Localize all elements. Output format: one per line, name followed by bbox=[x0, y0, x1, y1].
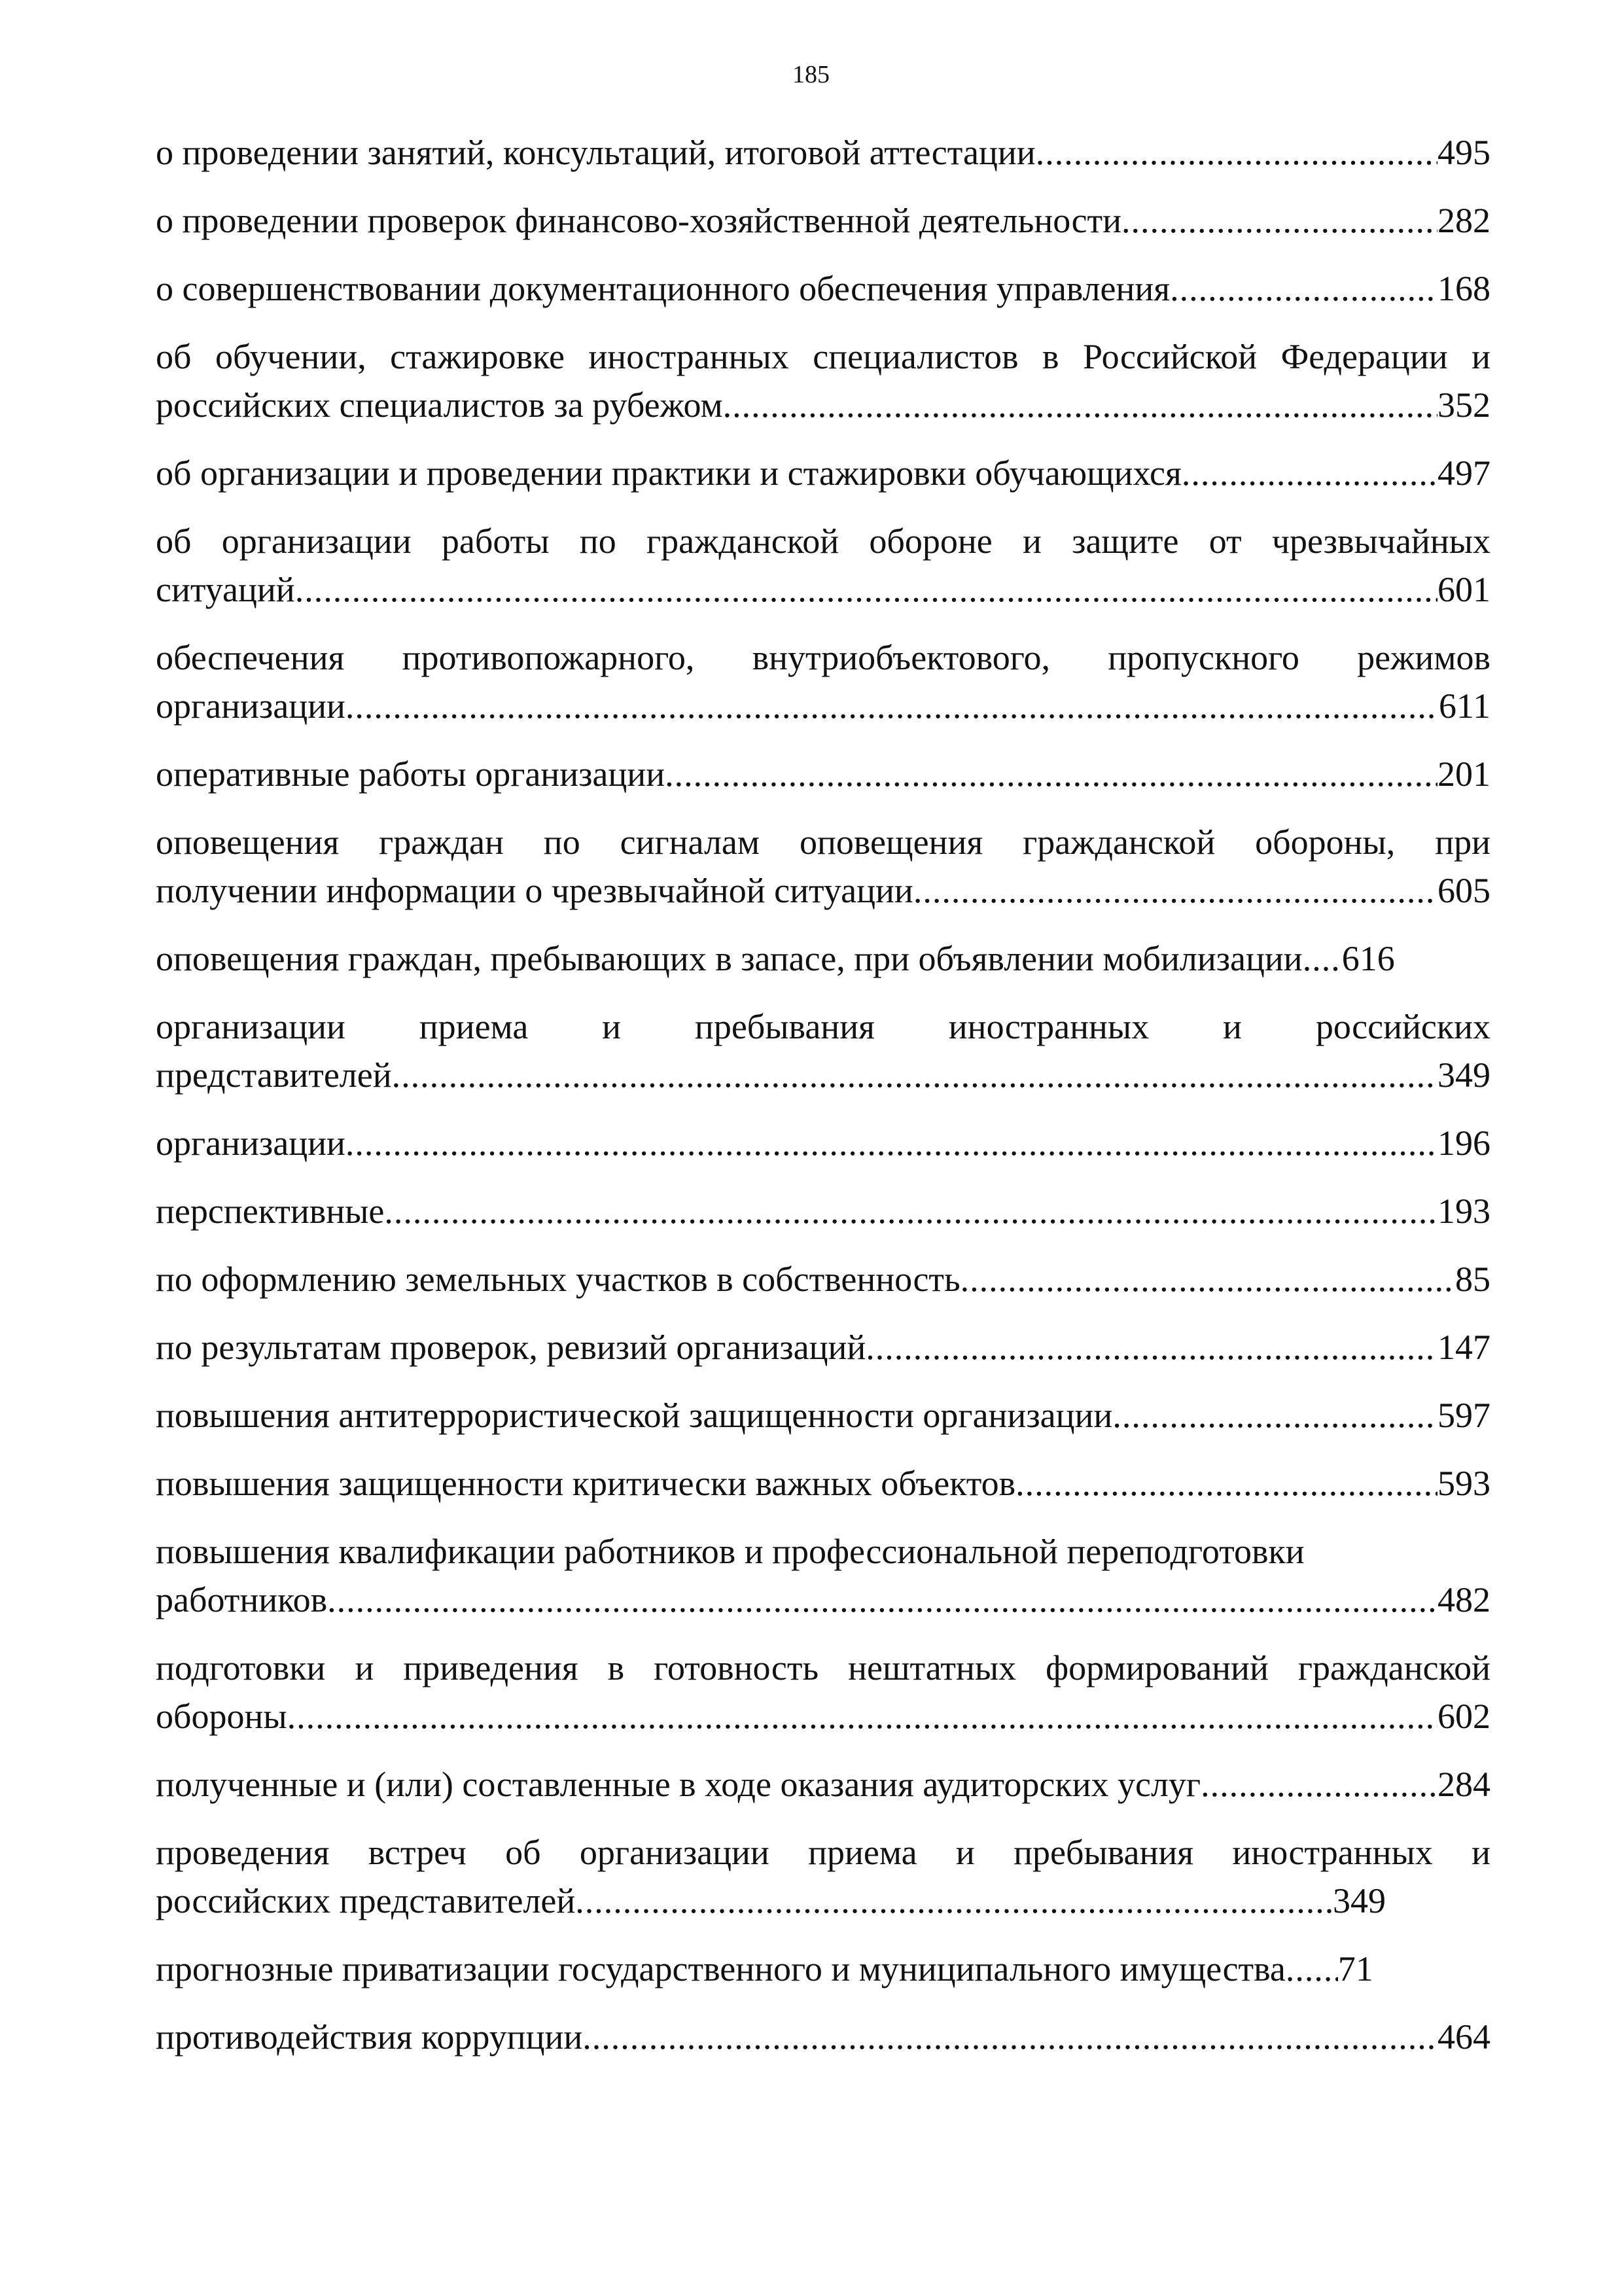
index-entry bbox=[156, 934, 1490, 983]
entry-page: 282 bbox=[1437, 201, 1490, 240]
entry-page: 605 bbox=[1437, 871, 1490, 910]
subject-index bbox=[156, 128, 1490, 2081]
entry-page: 616 bbox=[1341, 939, 1395, 978]
index-entry bbox=[156, 1187, 1490, 1235]
entry-text: организации bbox=[156, 686, 345, 726]
index-entry bbox=[156, 2013, 1490, 2061]
entry-text: повышения антитеррористической защищенности организации bbox=[156, 1396, 1113, 1435]
entry-page: 593 bbox=[1437, 1464, 1490, 1503]
dot-leader bbox=[1201, 1760, 1437, 1809]
entry-text: по оформлению земельных участков в собственность bbox=[156, 1260, 961, 1299]
entry-page: 352 bbox=[1437, 385, 1490, 425]
index-entry bbox=[156, 1002, 1490, 1099]
dot-leader bbox=[287, 1692, 1437, 1740]
entry-text: полученные и (или) составленные в ходе оказания аудиторских услуг bbox=[156, 1765, 1201, 1804]
entry-text: о проведении занятий, консультаций, итоговой аттестации bbox=[156, 133, 1036, 172]
index-entry bbox=[156, 1255, 1490, 1303]
dot-leader bbox=[575, 1877, 1333, 1925]
dot-leader bbox=[961, 1255, 1455, 1303]
index-entry bbox=[156, 1644, 1490, 1740]
entry-first-line: организации приема и пребывания иностранных и российских bbox=[156, 1007, 1490, 1046]
dot-leader bbox=[1286, 1945, 1338, 1993]
index-entry bbox=[156, 1119, 1490, 1167]
entry-page: 497 bbox=[1437, 453, 1490, 493]
entry-text: о совершенствовании документационного обеспечения управления bbox=[156, 269, 1171, 308]
entry-page: 495 bbox=[1437, 133, 1490, 172]
dot-leader bbox=[1015, 1459, 1437, 1508]
entry-page: 482 bbox=[1437, 1580, 1490, 1619]
entry-first-line: повышения квалификации работников и профессиональной переподготовки bbox=[156, 1532, 1305, 1571]
entry-first-line: подготовки и приведения в готовность нештатных формирований гражданской bbox=[156, 1648, 1490, 1687]
entry-page: 71 bbox=[1337, 1949, 1373, 1988]
dot-leader bbox=[1170, 264, 1437, 313]
index-entry bbox=[156, 1391, 1490, 1439]
index-entry bbox=[156, 1323, 1490, 1371]
entry-text: о проведении проверок финансово-хозяйственной деятельности bbox=[156, 201, 1122, 240]
dot-leader bbox=[1303, 934, 1342, 983]
entry-first-line: проведения встреч об организации приема и пребывания иностранных и bbox=[156, 1833, 1490, 1872]
entry-page: 349 bbox=[1437, 1055, 1490, 1095]
entry-page: 602 bbox=[1437, 1697, 1490, 1736]
entry-page: 601 bbox=[1437, 570, 1490, 609]
index-entry bbox=[156, 264, 1490, 313]
entry-page: 201 bbox=[1437, 754, 1490, 794]
entry-first-line: оповещения граждан по сигналам оповещения гражданской обороны, при bbox=[156, 822, 1490, 862]
dot-leader bbox=[327, 1576, 1437, 1624]
entry-page: 464 bbox=[1437, 2017, 1490, 2057]
index-entry bbox=[156, 633, 1490, 730]
entry-page: 597 bbox=[1437, 1396, 1490, 1435]
dot-leader bbox=[665, 750, 1437, 798]
entry-first-line: обеспечения противопожарного, внутриобъектового, пропускного режимов bbox=[156, 638, 1490, 677]
entry-first-line: об организации работы по гражданской обороне и защите от чрезвычайных bbox=[156, 521, 1490, 561]
entry-text: ситуаций bbox=[156, 570, 295, 609]
entry-text: оповещения граждан, пребывающих в запасе, при объявлении мобилизации bbox=[156, 939, 1303, 978]
index-entry bbox=[156, 449, 1490, 497]
index-entry bbox=[156, 1459, 1490, 1508]
entry-text: по результатам проверок, ревизий организаций bbox=[156, 1328, 866, 1367]
entry-page: 284 bbox=[1437, 1765, 1490, 1804]
dot-leader bbox=[1121, 196, 1437, 245]
dot-leader bbox=[582, 2013, 1437, 2061]
entry-text: организации bbox=[156, 1123, 345, 1163]
dot-leader bbox=[1036, 128, 1437, 177]
entry-page: 193 bbox=[1437, 1192, 1490, 1231]
entry-text: противодействия коррупции bbox=[156, 2017, 583, 2057]
entry-page: 349 bbox=[1333, 1881, 1386, 1920]
dot-leader bbox=[723, 381, 1437, 429]
dot-leader bbox=[866, 1323, 1437, 1371]
entry-first-line: об обучении, стажировке иностранных специалистов в Российской Федерации и bbox=[156, 337, 1490, 376]
dot-leader bbox=[345, 682, 1439, 730]
index-entry bbox=[156, 517, 1490, 614]
entry-text: российских представителей bbox=[156, 1881, 576, 1920]
entry-text: обороны bbox=[156, 1697, 287, 1736]
index-entry bbox=[156, 750, 1490, 798]
index-entry bbox=[156, 1945, 1490, 1993]
index-entry bbox=[156, 1760, 1490, 1809]
entry-page: 611 bbox=[1439, 686, 1490, 726]
index-entry bbox=[156, 128, 1490, 177]
index-entry bbox=[156, 196, 1490, 245]
entry-text: работников bbox=[156, 1580, 328, 1619]
entry-text: об организации и проведении практики и стажировки обучающихся bbox=[156, 453, 1182, 493]
index-entry bbox=[156, 1828, 1490, 1925]
dot-leader bbox=[392, 1051, 1437, 1099]
entry-page: 168 bbox=[1437, 269, 1490, 308]
dot-leader bbox=[384, 1187, 1437, 1235]
entry-text: получении информации о чрезвычайной ситуации bbox=[156, 871, 913, 910]
index-entry bbox=[156, 818, 1490, 915]
page-number: 185 bbox=[792, 61, 830, 88]
entry-text: повышения защищенности критически важных объектов bbox=[156, 1464, 1016, 1503]
entry-page: 196 bbox=[1437, 1123, 1490, 1163]
dot-leader bbox=[1112, 1391, 1437, 1439]
index-entry bbox=[156, 1527, 1490, 1624]
entry-text: российских специалистов за рубежом bbox=[156, 385, 723, 425]
entry-text: перспективные bbox=[156, 1192, 385, 1231]
entry-text: представителей bbox=[156, 1055, 392, 1095]
dot-leader bbox=[345, 1119, 1437, 1167]
dot-leader bbox=[1182, 449, 1437, 497]
dot-leader bbox=[913, 866, 1437, 915]
entry-page: 85 bbox=[1455, 1260, 1490, 1299]
entry-text: оперативные работы организации bbox=[156, 754, 665, 794]
entry-text: прогнозные приватизации государственного и муниципального имущества bbox=[156, 1949, 1286, 1988]
index-entry bbox=[156, 332, 1490, 429]
dot-leader bbox=[295, 565, 1437, 614]
entry-page: 147 bbox=[1437, 1328, 1490, 1367]
